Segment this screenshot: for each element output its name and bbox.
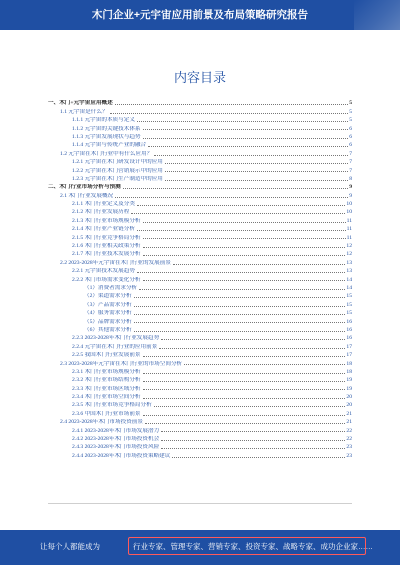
toc-entry-page: 18 <box>346 368 352 375</box>
toc-leader-dots <box>137 205 345 206</box>
toc-entry-page: 6 <box>349 142 352 149</box>
toc-entry-page: 21 <box>346 410 352 417</box>
toc-leader-dots <box>165 163 348 164</box>
toc-leader-dots <box>148 146 348 147</box>
toc-leader-dots <box>143 255 346 256</box>
toc-entry-title: 2.1.4 木门行业产业链分析 <box>72 226 135 233</box>
toc-entry[interactable] <box>48 224 352 232</box>
toc-entry-page: 15 <box>346 293 352 300</box>
toc-entry[interactable] <box>48 274 352 282</box>
toc-entry-page: 10 <box>346 209 352 216</box>
toc-entry-page: 14 <box>346 284 352 291</box>
toc-entry[interactable] <box>48 291 352 299</box>
toc-entry[interactable] <box>48 190 352 198</box>
toc-leader-dots <box>143 138 349 139</box>
toc-leader-dots <box>184 364 345 365</box>
toc-leader-dots <box>143 356 346 357</box>
toc-leader-dots <box>115 104 348 105</box>
toc-entry[interactable] <box>48 157 352 165</box>
toc-leader-dots <box>137 121 348 122</box>
toc-leader-dots <box>137 272 345 273</box>
toc-entry[interactable] <box>48 392 352 400</box>
toc-entry-page: 9 <box>349 192 352 199</box>
toc-entry[interactable] <box>48 132 352 140</box>
toc-leader-dots <box>143 238 346 239</box>
toc-entry[interactable] <box>48 215 352 223</box>
toc-entry-title: 2.2.1 元宇宙技术发展趋势 <box>72 268 135 275</box>
toc-entry-title: 1.2.2 元宇宙在木门营销展示中的应用 <box>72 167 163 174</box>
toc-leader-dots <box>134 306 346 307</box>
toc-entry[interactable] <box>48 367 352 375</box>
toc-entry-title: 1.1 元宇宙是什么？ <box>60 108 108 115</box>
toc-entry-title: 2.1.6 木门行业相关政策分析 <box>72 243 141 250</box>
toc-entry-page: 15 <box>346 301 352 308</box>
toc-entry[interactable] <box>48 299 352 307</box>
toc-entry[interactable] <box>48 123 352 131</box>
toc-entry-title: 2.1.7 木门行业技术发展分析 <box>72 251 141 258</box>
toc-entry-page: 11 <box>346 226 352 233</box>
toc-entry-page: 10 <box>346 201 352 208</box>
toc-entry-title: （4）服务需求分析 <box>84 310 132 317</box>
toc-entry-page: 20 <box>346 402 352 409</box>
toc-entry-title: （5）品牌需求分析 <box>84 318 132 325</box>
toc-entry-page: 5 <box>349 117 352 124</box>
toc-entry-page: 18 <box>346 360 352 367</box>
toc-entry-page: 5 <box>349 100 352 107</box>
toc-leader-dots <box>134 297 346 298</box>
toc-entry[interactable] <box>48 182 352 190</box>
toc-entry-title: 2.4.1 2023-2028年木门市场发展潜力 <box>72 427 160 434</box>
toc-leader-dots <box>123 188 348 189</box>
toc-entry-title: 2.1.3 木门行业市场规模分析 <box>72 217 141 224</box>
toc-entry[interactable] <box>48 425 352 433</box>
toc-leader-dots <box>134 331 346 332</box>
toc-leader-dots <box>159 348 345 349</box>
toc-leader-dots <box>143 381 346 382</box>
toc-entry[interactable] <box>48 199 352 207</box>
toc-entry-title: 1.2.1 元宇宙在木门研发设计中的应用 <box>72 159 163 166</box>
toc-entry[interactable] <box>48 266 352 274</box>
toc-entry-title: （2）渠道需求分析 <box>84 293 132 300</box>
toc-leader-dots <box>143 247 346 248</box>
toc-entry-title: 2.2 2023-2028年元宇宙在木门行业的发展前景 <box>60 259 171 266</box>
toc-entry-title: 2.3.6 中国木门行业市场前景 <box>72 410 141 417</box>
toc-leader-dots <box>115 197 348 198</box>
toc-entry-title: 2.4.2 2023-2028年木门市场投资机会 <box>72 436 160 443</box>
toc-leader-dots <box>143 389 346 390</box>
toc-leader-dots <box>137 230 346 231</box>
toc-entry[interactable] <box>48 148 352 156</box>
toc-leader-dots <box>154 406 346 407</box>
toc-entry-title: 二、木门行业市场分析与预测 <box>48 184 121 191</box>
toc-entry-title: 2.3.1 木门行业市场规模分析 <box>72 368 141 375</box>
toc-entry-page: 7 <box>349 159 352 166</box>
toc-entry-page: 17 <box>346 343 352 350</box>
toc-entry-title: （3）产品需求分析 <box>84 301 132 308</box>
toc-entry-title: 2.3.2 木门行业市场结构分析 <box>72 377 141 384</box>
toc-leader-dots <box>161 440 345 441</box>
toc-entry[interactable] <box>48 98 352 106</box>
toc-entry[interactable] <box>48 106 352 114</box>
toc-entry[interactable] <box>48 241 352 249</box>
toc-entry[interactable] <box>48 408 352 416</box>
toc-entry[interactable] <box>48 174 352 182</box>
toc-entry-page: 17 <box>346 352 352 359</box>
toc-entry-page: 21 <box>346 419 352 426</box>
toc-entry-page: 14 <box>346 276 352 283</box>
toc-leader-dots <box>139 289 345 290</box>
toc-entry[interactable] <box>48 341 352 349</box>
toc-entry-page: 22 <box>346 427 352 434</box>
toc-entry-title: 1.1.1 元宇宙的本质与定义 <box>72 117 135 124</box>
toc-entry-page: 15 <box>346 310 352 317</box>
footer-lead-text: 让每个人都能成为 <box>40 542 100 551</box>
toc-entry-page: 6 <box>349 133 352 140</box>
toc-entry-title: 2.4.3 2023-2028年木门市场投资风险 <box>72 444 160 451</box>
toc-entry[interactable] <box>48 283 352 291</box>
toc-leader-dots <box>154 155 348 156</box>
toc-entry-title: 2.2.3 2023-2028年木门行业发展趋势 <box>72 335 160 342</box>
toc-entry[interactable] <box>48 350 352 358</box>
toc-entry-title: 1.2.3 元宇宙在木门生产制造中的应用 <box>72 175 163 182</box>
report-title: 木门企业+元宇宙应用前景及布局策略研究报告 <box>91 9 309 21</box>
toc-entry-page: 6 <box>349 125 352 132</box>
toc-leader-dots <box>143 280 346 281</box>
toc-entry-page: 7 <box>349 150 352 157</box>
toc-entry-page: 16 <box>346 326 352 333</box>
toc-entry-page: 11 <box>346 217 352 224</box>
toc-leader-dots <box>143 373 346 374</box>
toc-entry[interactable] <box>48 316 352 324</box>
toc-entry-title: 2.3.5 木门行业市场竞争格局分析 <box>72 402 152 409</box>
toc-entry-page: 7 <box>349 167 352 174</box>
toc-leader-dots <box>143 222 346 223</box>
table-of-contents <box>48 98 352 459</box>
toc-entry-title: 2.3.4 木门行业市场空间分析 <box>72 394 141 401</box>
toc-entry-title: 2.2.5 我国木门行业发展前景 <box>72 352 141 359</box>
toc-entry[interactable] <box>48 115 352 123</box>
toc-entry-title: （6）其他需求分析 <box>84 326 132 333</box>
toc-entry-page: 16 <box>346 318 352 325</box>
toc-entry-title: 2.1 木门行业发展概况 <box>60 192 114 199</box>
toc-entry-title: 2.3.3 木门行业市场区域分析 <box>72 385 141 392</box>
toc-entry[interactable] <box>48 232 352 240</box>
content-divider <box>48 503 352 504</box>
toc-entry[interactable] <box>48 383 352 391</box>
toc-entry-page: 16 <box>346 335 352 342</box>
toc-entry[interactable] <box>48 450 352 458</box>
toc-leader-dots <box>143 398 346 399</box>
toc-entry[interactable] <box>48 375 352 383</box>
toc-entry-page: 22 <box>346 436 352 443</box>
toc-entry-title: 2.4.4 2023-2028年木门市场投资策略建议 <box>72 452 171 459</box>
toc-entry[interactable] <box>48 207 352 215</box>
toc-entry-page: 5 <box>349 108 352 115</box>
toc-entry-title: （1）消费者需求分析 <box>84 284 138 291</box>
toc-entry[interactable] <box>48 140 352 148</box>
toc-entry[interactable] <box>48 358 352 366</box>
toc-entry-title: 1.1.3 元宇宙发展现状与趋势 <box>72 133 141 140</box>
toc-leader-dots <box>165 180 348 181</box>
toc-entry[interactable] <box>48 333 352 341</box>
toc-entry-page: 12 <box>346 251 352 258</box>
toc-leader-dots <box>173 264 345 265</box>
toc-leader-dots <box>134 322 346 323</box>
toc-entry[interactable] <box>48 400 352 408</box>
toc-leader-dots <box>161 431 345 432</box>
toc-entry-title: 2.4 2023-2028年木门市场投资前景 <box>60 419 143 426</box>
toc-entry-title: 2.2.4 元宇宙在木门行业的应用前景 <box>72 343 158 350</box>
toc-entry-page: 20 <box>346 394 352 401</box>
page-header <box>0 0 400 30</box>
toc-leader-dots <box>145 423 345 424</box>
toc-leader-dots <box>143 129 349 130</box>
toc-entry-page: 13 <box>346 259 352 266</box>
toc-entry-page: 19 <box>346 377 352 384</box>
toc-entry-page: 9 <box>349 184 352 191</box>
toc-entry-page: 8 <box>349 175 352 182</box>
toc-entry[interactable] <box>48 165 352 173</box>
toc-entry-page: 23 <box>346 452 352 459</box>
toc-leader-dots <box>131 213 345 214</box>
toc-entry[interactable] <box>48 325 352 333</box>
toc-entry-title: 1.1.2 元宇宙的关键技术体系 <box>72 125 141 132</box>
toc-entry-title: 2.3 2023-2028年元宇宙在木门行业的市场空间分析 <box>60 360 183 367</box>
toc-entry-title: 2.2.2 木门市场需求变化分析 <box>72 276 141 283</box>
toc-entry[interactable] <box>48 257 352 265</box>
toc-entry[interactable] <box>48 442 352 450</box>
toc-entry[interactable] <box>48 417 352 425</box>
toc-leader-dots <box>161 339 345 340</box>
toc-entry-title: 2.1.5 木门行业竞争格局分析 <box>72 234 141 241</box>
toc-leader-dots <box>110 113 349 114</box>
toc-entry-title: 一、木门+元宇宙应用概述 <box>48 100 113 107</box>
toc-heading: 内容目录 <box>173 70 226 85</box>
toc-entry[interactable] <box>48 434 352 442</box>
toc-entry-page: 23 <box>346 444 352 451</box>
toc-entry-title: 1.1.4 元宇宙与传统产业的融合 <box>72 142 147 149</box>
toc-entry[interactable] <box>48 249 352 257</box>
toc-entry-page: 11 <box>346 234 352 241</box>
toc-entry[interactable] <box>48 308 352 316</box>
footer-roles-text: 行业专家、管理专家、营销专家、投资专家、战略专家、成功企业家…… <box>133 542 373 551</box>
page-footer <box>0 530 400 565</box>
toc-entry-title: 2.1.1 木门行业定义及分类 <box>72 201 135 208</box>
toc-entry-page: 19 <box>346 385 352 392</box>
toc-entry-title: 2.1.2 木门行业发展历程 <box>72 209 130 216</box>
toc-leader-dots <box>134 314 346 315</box>
footer-roles-box <box>128 537 373 555</box>
toc-leader-dots <box>172 457 345 458</box>
toc-entry-page: 13 <box>346 268 352 275</box>
toc-leader-dots <box>143 415 346 416</box>
toc-entry-title: 1.2 元宇宙在木门行业中有什么应用？ <box>60 150 153 157</box>
toc-leader-dots <box>165 171 348 172</box>
toc-entry-page: 12 <box>346 243 352 250</box>
toc-leader-dots <box>161 448 345 449</box>
